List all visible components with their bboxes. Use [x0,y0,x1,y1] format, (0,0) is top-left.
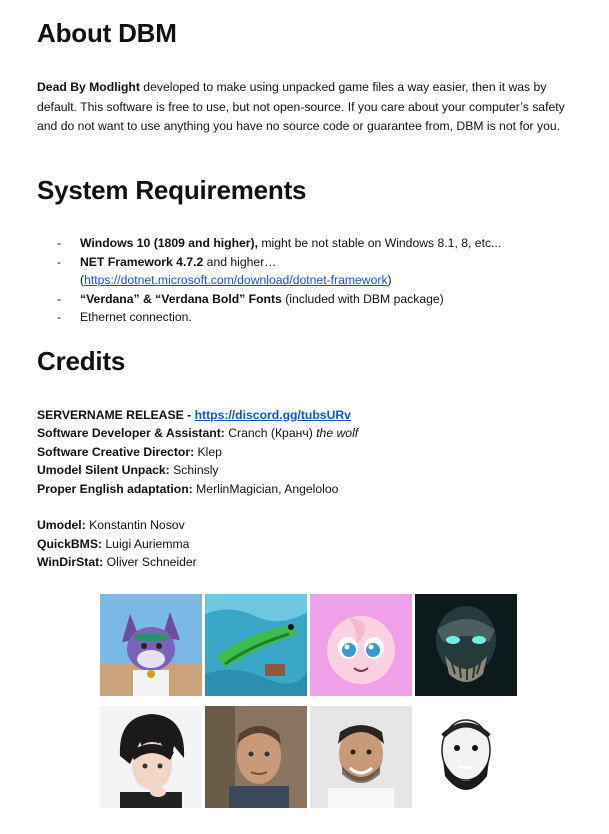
list-dash: - [57,236,62,250]
credit-label: Umodel Silent Unpack: [37,463,170,478]
credit-line [37,480,577,498]
system-requirements-heading: System Requirements [37,175,307,205]
requirement-item [57,234,577,253]
discord-link[interactable] [195,408,351,422]
discord-link-text[interactable]: https://discord.gg/tubsURv [194,408,351,422]
bearded-man-sketch-image [415,706,517,808]
release-label: SERVERNAME RELEASE - [37,408,195,422]
credit-line [37,443,577,461]
masked-warrior-image [415,594,517,696]
tool-value: Luigi Auriemma [102,536,190,551]
credit-label: Proper English adaptation: [37,481,193,496]
credits-block [37,406,577,572]
jigglypuff-image [310,594,412,696]
tool-credit-line [37,516,577,534]
jigglypuff-avatar [310,594,412,696]
tool-label: WinDirStat: [37,555,104,570]
paren-open: ( [80,273,85,287]
requirement-item [57,253,577,290]
list-dash: - [57,254,62,269]
credit-italic: the wolf [316,426,359,441]
masked-warrior-avatar [415,594,517,696]
requirement-bold: Windows 10 (1809 and higher), [80,236,258,250]
credit-value: Cranch (Кранч) [224,426,317,441]
requirement-item [57,308,577,327]
credits-photo-gallery [100,594,518,808]
dotnet-download-link[interactable]: https://dotnet.microsoft.com/download/dotnet-framework [84,273,388,287]
tool-credit-line [37,553,577,571]
man-selfie-avatar [205,706,307,808]
list-dash: - [57,291,62,306]
requirement-text: Ethernet connection. [80,310,192,324]
about-bold-lead: Dead By Modlight [37,80,140,94]
tool-value: Konstantin Nosov [85,518,185,533]
tool-label: QuickBMS: [37,536,103,551]
tool-credit-line [37,535,577,553]
tool-value: Oliver Schneider [103,555,197,570]
requirement-text: might be not stable on Windows 8.1, 8, etc... [258,236,502,250]
requirements-list [57,234,577,327]
requirement-text: (included with DBM package) [281,291,444,306]
about-heading: About DBM [37,18,177,48]
man-smiling-avatar [310,706,412,808]
credit-line [37,424,577,442]
credit-label: Software Creative Director: [37,444,195,459]
man-selfie-image [205,706,307,808]
requirement-bold: “Verdana” & “Verdana Bold” Fonts [80,291,282,306]
spacer [37,498,577,516]
credits-heading: Credits [37,346,126,376]
credit-line [37,461,577,479]
requirement-bold: NET Framework 4.7.2 [80,254,204,269]
about-text: developed to make using unpacked game files a way easier, then it was by default. This software is free to use, but not open-source. If you care about your computer’s safety and do not want to use anything you have no source code or guarantee from, DBM is not for you. [37,80,565,133]
anime-boy-image [100,706,202,808]
man-smiling-image [310,706,412,808]
fox-character-avatar [100,594,202,696]
crocodile-pool-float-avatar [205,594,307,696]
about-paragraph [37,78,582,137]
credit-label: Software Developer & Assistant: [37,426,225,441]
credit-value: Klep [194,444,222,459]
list-dash: - [57,310,62,324]
release-line [37,406,577,424]
requirement-item [57,290,577,309]
bearded-man-sketch-avatar [415,706,517,808]
crocodile-pool-image [205,594,307,696]
paren-close: ) [387,273,392,287]
fox-character-image [100,594,202,696]
credit-value: Schinsly [169,463,219,478]
anime-boy-avatar [100,706,202,808]
requirement-text: and higher… [203,254,277,269]
tool-label: Umodel: [37,518,86,533]
credit-value: MerlinMagician, Angeloloo [192,481,339,496]
